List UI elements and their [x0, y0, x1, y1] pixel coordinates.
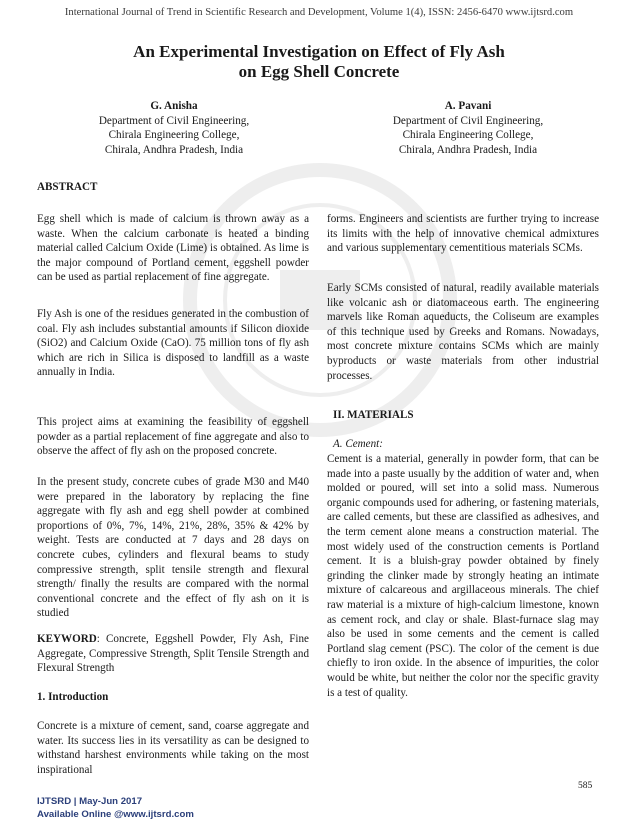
cement-subheading: A. Cement: [333, 438, 383, 450]
keyword-label: KEYWORD [37, 633, 97, 645]
author-block-1 [64, 99, 284, 157]
materials-heading: II. MATERIALS [333, 409, 414, 421]
journal-header: International Journal of Trend in Scientific Research and Development, Volume 1(4), ISSN: 2456-6470 www.ijtsrd.com [64, 7, 574, 18]
paper-title [60, 42, 578, 82]
author-college: Chirala Engineering College, [108, 129, 240, 142]
abstract-paragraph-2: Fly Ash is one of the residues generated in the combustion of coal. Fly ash includes substantial amounts if Silicon dioxide (SiO2) and Calcium Oxide (CaO). 75 million tons of fly ash which are rich in Silica is disposed to landfill as a waste annually in India. [37, 308, 309, 379]
abstract-paragraph-4: In the present study, concrete cubes of grade M30 and M40 were prepared in the laboratory by replacing the fine aggregate with fly ash and egg shell powder at combined proportions of 0%, 7%, 14%, 21%, 28%, 35% & 42% by weight. Tests are conducted at 7 days and 28 days on concrete cubes, cylinders and flexural beams to study compressive strength, split tensile strength and flexural strength/ finally the results are compared with the normal conventional concrete and the effect of fly ash on it is studied [37, 476, 309, 620]
page-number: 585 [578, 781, 593, 791]
author-location: Chirala, Andhra Pradesh, India [104, 143, 244, 156]
title-line-1: An Experimental Investigation on Effect of Fly Ash [133, 42, 505, 61]
keyword-text: : Concrete, Eggshell Powder, Fly Ash, Fine Aggregate, Compressive Strength, Split Tensile Strength and Flexural Strength [37, 633, 309, 675]
abstract-heading: ABSTRACT [37, 181, 98, 193]
introduction-heading: 1. Introduction [37, 691, 109, 703]
author-name: G. Anisha [150, 100, 198, 112]
right-paragraph-2: Early SCMs consisted of natural, readily available materials like volcanic ash or diatomaceous earth. The engineering marvels like Roman aqueducts, the Coliseum are examples of this technique used by Greeks and Romans. Nowadays, most concrete mixture contains SCMs which are mainly byproducts or waste materials from other industrial processes. [327, 282, 599, 382]
author-name: A. Pavani [444, 100, 492, 112]
title-line-2: on Egg Shell Concrete [238, 62, 400, 81]
author-location: Chirala, Andhra Pradesh, India [398, 143, 538, 156]
abstract-paragraph-1: Egg shell which is made of calcium is thrown away as a waste. When the calcium carbonate is heated a binding material called Calcium Oxide (Lime) is obtained. As lime is the major compound of Portland cement, eggshell powder can be used as partial replacement of fine aggregate. [37, 213, 309, 284]
footer [37, 796, 194, 821]
author-department: Department of Civil Engineering, [392, 114, 544, 127]
footer-issue: IJTSRD | May-Jun 2017 [37, 796, 143, 807]
right-paragraph-1: forms. Engineers and scientists are further trying to increase its limits with the help of innovative chemical admixtures and various supplementary cementitious materials SCMs. [327, 213, 599, 255]
abstract-paragraph-3: This project aims at examining the feasibility of eggshell powder as a partial replacement of fine aggregate and also to observe the affect of fly ash on the proposed concrete. [37, 416, 309, 458]
author-department: Department of Civil Engineering, [98, 114, 250, 127]
cement-paragraph: Cement is a material, generally in powder form, that can be made into a paste usually by the addition of water and, when molded or poured, will set into a solid mass. Numerous organic compounds used for adhering, or fastening materials, are called cements, but these are classified as adhesives, and the term cement alone means a construction material. The most widely used of the construction cements is Portland cement. It is a bluish-gray powder obtained by finely grinding the clinker made by strongly heating an intimate mixture of calcareous and argillaceous minerals. The chief raw material is a mixture of high-calcium limestone, known as cement rock, and clay or shale. Blast-furnace slag may also be used in some cements and the cement is called Portland slag cement (PSC). The color of the cement is due chiefly to iron oxide. In the absence of impurities, the color would be white, but neither the color nor the specific gravity is a test of quality. [327, 453, 599, 699]
footer-website: Available Online @www.ijtsrd.com [37, 808, 194, 820]
author-college: Chirala Engineering College, [402, 129, 534, 142]
author-block-2 [358, 99, 578, 157]
introduction-paragraph: Concrete is a mixture of cement, sand, coarse aggregate and water. Its success lies in its versatility as can be designed to withstand harshest environments while taking on the most inspirational [37, 720, 309, 776]
keyword-paragraph [37, 632, 309, 676]
